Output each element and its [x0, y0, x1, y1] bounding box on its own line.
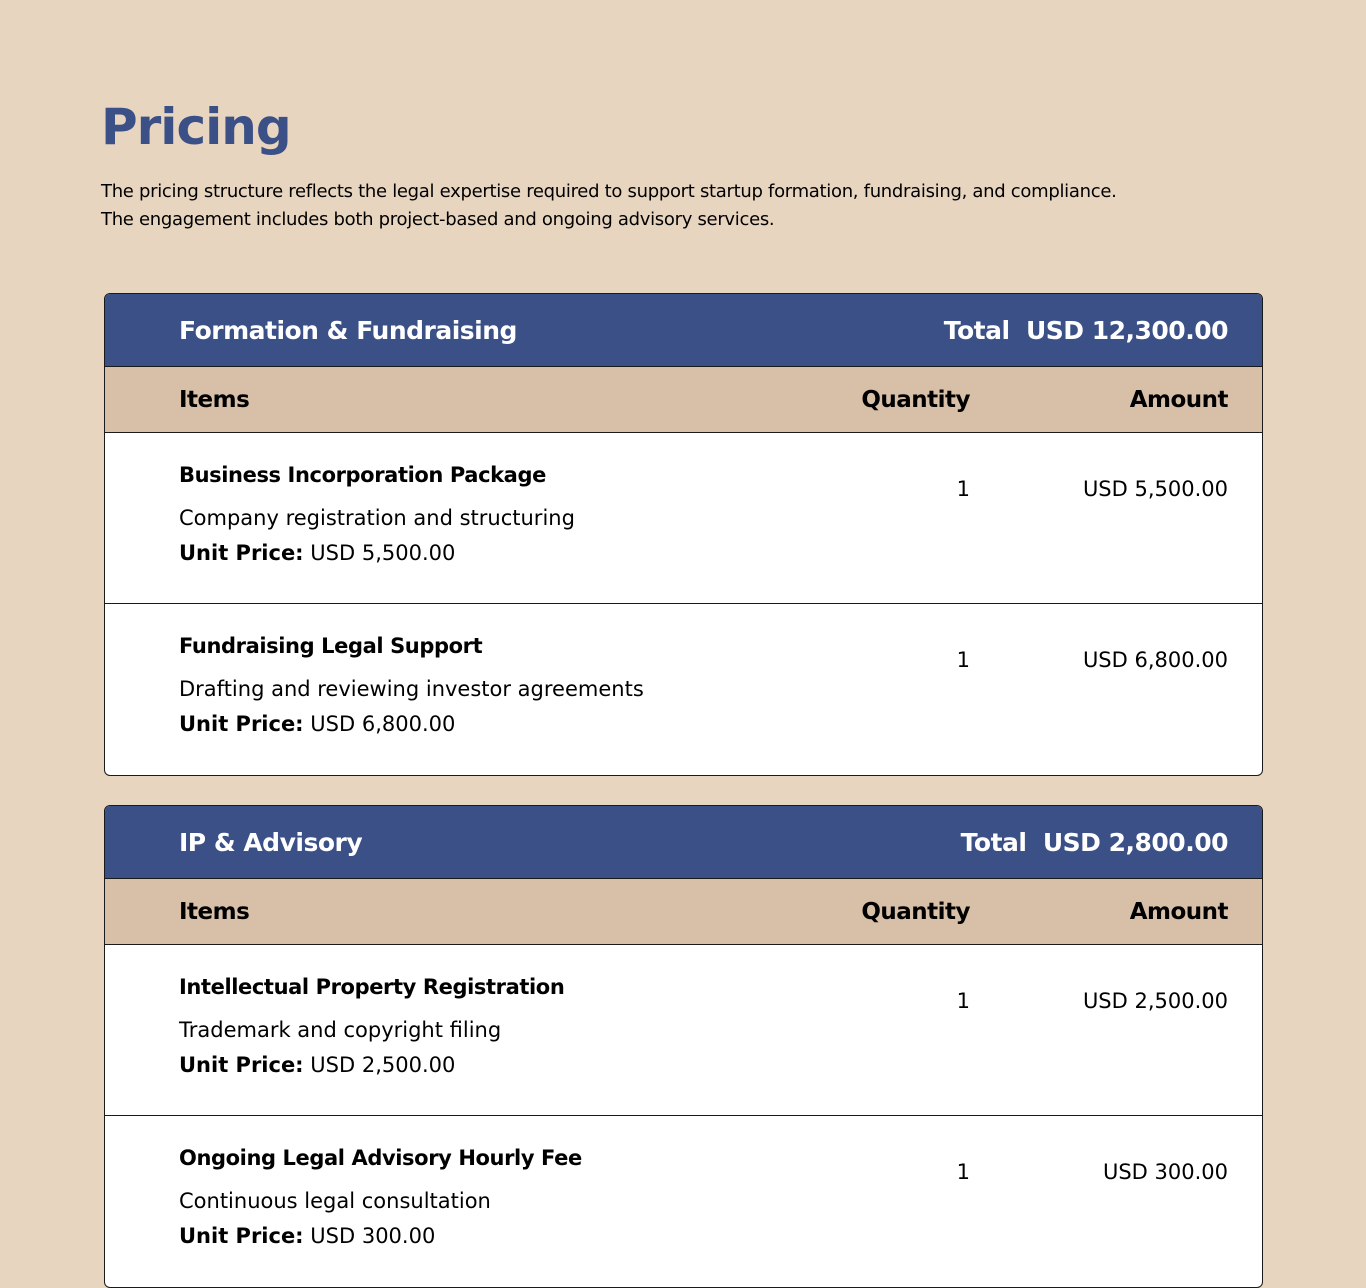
section-total: Total USD 2,800.00: [960, 827, 1228, 857]
col-items: Items: [179, 898, 250, 925]
item-amount: USD 6,800.00: [1082, 648, 1228, 672]
item-quantity: 1: [956, 477, 970, 501]
section-header: [105, 806, 1262, 879]
item-amount: USD 5,500.00: [1082, 477, 1228, 501]
table-row: [105, 1116, 1262, 1287]
item-name: Intellectual Property Registration: [179, 975, 565, 999]
column-header: [105, 367, 1262, 433]
col-quantity: Quantity: [861, 386, 970, 413]
section-title: Formation & Fundraising: [179, 315, 517, 345]
pricing-intro: [101, 96, 1266, 234]
item-unit-price: Unit Price: USD 2,500.00: [179, 1053, 456, 1077]
col-amount: Amount: [1129, 386, 1228, 413]
item-description: Trademark and copyright filing: [179, 1018, 502, 1042]
col-items: Items: [179, 386, 250, 413]
item-description: Continuous legal consultation: [179, 1189, 491, 1213]
column-header: [105, 879, 1262, 945]
table-row: [105, 433, 1262, 604]
item-unit-price: Unit Price: USD 5,500.00: [179, 541, 456, 565]
item-amount: USD 300.00: [1102, 1160, 1228, 1184]
item-quantity: 1: [956, 989, 970, 1013]
page-title: Pricing: [101, 98, 291, 156]
item-description: Company registration and structuring: [179, 506, 575, 530]
item-name: Business Incorporation Package: [179, 463, 546, 487]
item-amount: USD 2,500.00: [1082, 989, 1228, 1013]
item-quantity: 1: [956, 648, 970, 672]
intro-text: The pricing structure reflects the legal expertise required to support startup formation, fundraising, and compliance. The engagement includes both project-based and ongoing advisory services.: [101, 181, 1117, 230]
item-name: Fundraising Legal Support: [179, 634, 483, 658]
section-title: IP & Advisory: [179, 827, 363, 857]
table-row: [105, 945, 1262, 1116]
pricing-section: [104, 805, 1263, 1288]
col-quantity: Quantity: [861, 898, 970, 925]
pricing-section: [104, 293, 1263, 776]
section-total: Total USD 12,300.00: [943, 315, 1228, 345]
item-name: Ongoing Legal Advisory Hourly Fee: [179, 1146, 582, 1170]
table-row: [105, 604, 1262, 775]
item-unit-price: Unit Price: USD 6,800.00: [179, 712, 456, 736]
item-unit-price: Unit Price: USD 300.00: [179, 1224, 436, 1248]
section-header: [105, 294, 1262, 367]
col-amount: Amount: [1129, 898, 1228, 925]
item-description: Drafting and reviewing investor agreements: [179, 677, 644, 701]
item-quantity: 1: [956, 1160, 970, 1184]
